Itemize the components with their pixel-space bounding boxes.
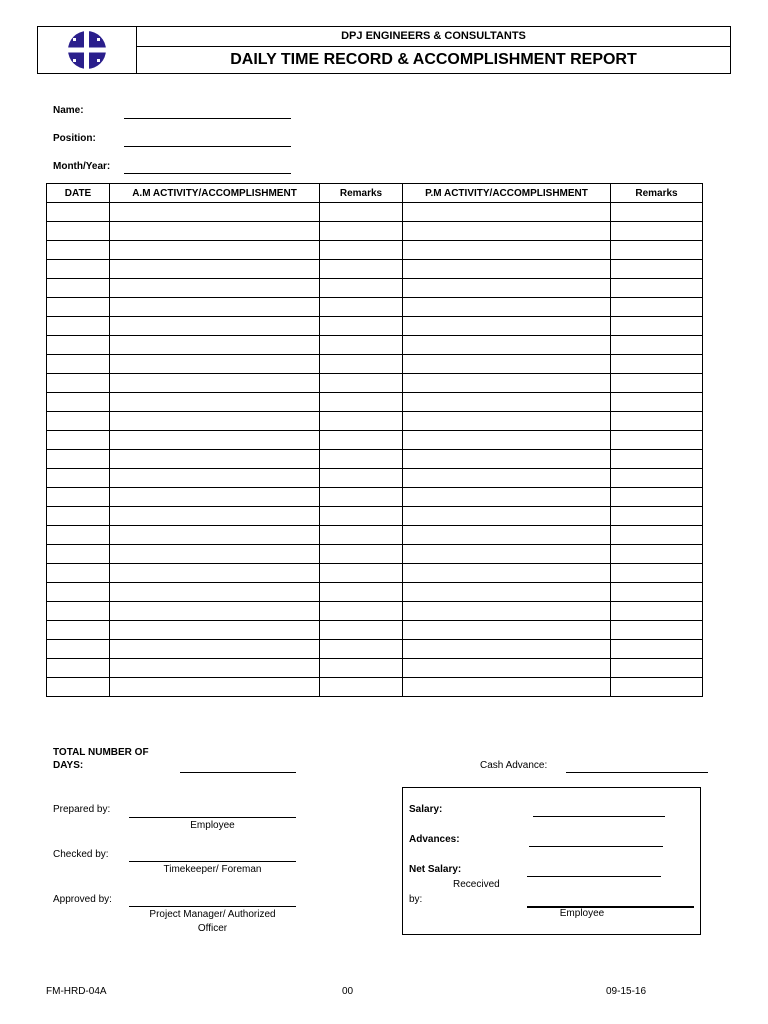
table-row bbox=[47, 317, 703, 336]
table-cell[interactable] bbox=[110, 526, 320, 545]
table-cell[interactable] bbox=[47, 545, 110, 564]
table-cell[interactable] bbox=[611, 583, 703, 602]
table-cell[interactable] bbox=[110, 507, 320, 526]
table-cell[interactable] bbox=[403, 317, 611, 336]
table-cell[interactable] bbox=[110, 222, 320, 241]
table-row bbox=[47, 222, 703, 241]
approved-by-label: Approved by: bbox=[53, 894, 112, 905]
table-cell[interactable] bbox=[611, 298, 703, 317]
table-cell[interactable] bbox=[611, 431, 703, 450]
revision-number: 00 bbox=[342, 986, 354, 997]
table-row bbox=[47, 393, 703, 412]
table-cell[interactable] bbox=[320, 241, 403, 260]
form-date: 09-15-16 bbox=[606, 986, 647, 997]
table-cell[interactable] bbox=[403, 336, 611, 355]
table-cell[interactable] bbox=[403, 469, 611, 488]
table-cell[interactable] bbox=[611, 564, 703, 583]
company-logo-icon bbox=[64, 30, 110, 70]
table-row bbox=[47, 507, 703, 526]
table-cell[interactable] bbox=[403, 526, 611, 545]
net-salary-label: Net Salary: bbox=[409, 864, 462, 875]
table-row bbox=[47, 659, 703, 678]
report-title: DAILY TIME RECORD & ACCOMPLISHMENT REPORT bbox=[230, 51, 637, 68]
table-cell[interactable] bbox=[611, 336, 703, 355]
table-cell[interactable] bbox=[320, 374, 403, 393]
table-cell[interactable] bbox=[110, 583, 320, 602]
table-cell[interactable] bbox=[320, 507, 403, 526]
received-role: Employee bbox=[559, 908, 605, 919]
table-cell[interactable] bbox=[47, 393, 110, 412]
table-cell[interactable] bbox=[110, 260, 320, 279]
total-days-label: TOTAL NUMBER OF DAYS: bbox=[53, 747, 149, 771]
table-cell[interactable] bbox=[47, 507, 110, 526]
table-cell[interactable] bbox=[611, 393, 703, 412]
approved-by-signature-line[interactable] bbox=[129, 906, 296, 907]
table-cell[interactable] bbox=[47, 317, 110, 336]
advances-field[interactable] bbox=[529, 846, 663, 847]
salary-label: Salary: bbox=[409, 804, 443, 815]
position-field[interactable] bbox=[124, 146, 291, 147]
table-cell[interactable] bbox=[611, 260, 703, 279]
table-cell[interactable] bbox=[320, 545, 403, 564]
table-cell[interactable] bbox=[403, 260, 611, 279]
checked-role: Timekeeper/ Foreman bbox=[163, 864, 262, 875]
table-cell[interactable] bbox=[611, 621, 703, 640]
cash-advance-field[interactable] bbox=[566, 772, 708, 773]
table-cell[interactable] bbox=[403, 640, 611, 659]
table-cell[interactable] bbox=[320, 583, 403, 602]
table-cell[interactable] bbox=[110, 412, 320, 431]
col-am-activity: A.M ACTIVITY/ACCOMPLISHMENT bbox=[110, 184, 320, 203]
table-cell[interactable] bbox=[403, 298, 611, 317]
table-row bbox=[47, 260, 703, 279]
table-cell[interactable] bbox=[47, 602, 110, 621]
table-cell[interactable] bbox=[320, 431, 403, 450]
table-cell[interactable] bbox=[47, 355, 110, 374]
table-cell[interactable] bbox=[403, 450, 611, 469]
table-cell[interactable] bbox=[47, 564, 110, 583]
table-cell[interactable] bbox=[320, 564, 403, 583]
table-row bbox=[47, 241, 703, 260]
table-cell[interactable] bbox=[47, 678, 110, 697]
table-cell[interactable] bbox=[611, 659, 703, 678]
table-row bbox=[47, 298, 703, 317]
table-cell[interactable] bbox=[403, 488, 611, 507]
table-cell[interactable] bbox=[320, 393, 403, 412]
table-row bbox=[47, 678, 703, 697]
table-cell[interactable] bbox=[320, 450, 403, 469]
table-cell[interactable] bbox=[47, 336, 110, 355]
table-row bbox=[47, 412, 703, 431]
table-row bbox=[47, 279, 703, 298]
net-salary-field[interactable] bbox=[527, 876, 661, 877]
table-row bbox=[47, 469, 703, 488]
table-row bbox=[47, 526, 703, 545]
prepared-role: Employee bbox=[190, 820, 235, 831]
table-cell[interactable] bbox=[110, 488, 320, 507]
prepared-by-label: Prepared by: bbox=[53, 804, 111, 815]
prepared-by-signature-line[interactable] bbox=[129, 817, 296, 818]
table-row bbox=[47, 374, 703, 393]
table-cell[interactable] bbox=[611, 545, 703, 564]
table-cell[interactable] bbox=[47, 450, 110, 469]
table-cell[interactable] bbox=[110, 545, 320, 564]
table-cell[interactable] bbox=[110, 355, 320, 374]
received-label-line2: by: bbox=[409, 894, 423, 905]
table-cell[interactable] bbox=[110, 374, 320, 393]
table-cell[interactable] bbox=[110, 469, 320, 488]
table-cell[interactable] bbox=[320, 621, 403, 640]
table-cell[interactable] bbox=[320, 336, 403, 355]
table-cell[interactable] bbox=[403, 355, 611, 374]
table-cell[interactable] bbox=[320, 279, 403, 298]
table-row bbox=[47, 336, 703, 355]
month-year-label: Month/Year: bbox=[53, 161, 111, 172]
table-cell[interactable] bbox=[320, 317, 403, 336]
table-cell[interactable] bbox=[110, 621, 320, 640]
position-label: Position: bbox=[53, 133, 96, 144]
form-code: FM-HRD-04A bbox=[46, 986, 107, 997]
table-cell[interactable] bbox=[403, 203, 611, 222]
table-cell[interactable] bbox=[110, 336, 320, 355]
table-cell[interactable] bbox=[320, 412, 403, 431]
approved-role: Project Manager/ Authorized Officer bbox=[149, 909, 276, 934]
salary-field[interactable] bbox=[533, 816, 665, 817]
table-row bbox=[47, 640, 703, 659]
document-header bbox=[37, 26, 731, 74]
table-row bbox=[47, 621, 703, 640]
table-row bbox=[47, 450, 703, 469]
table-cell[interactable] bbox=[403, 621, 611, 640]
table-cell[interactable] bbox=[611, 374, 703, 393]
table-cell[interactable] bbox=[110, 602, 320, 621]
table-cell[interactable] bbox=[320, 222, 403, 241]
table-cell[interactable] bbox=[47, 260, 110, 279]
cash-advance-label: Cash Advance: bbox=[480, 760, 548, 771]
table-cell[interactable] bbox=[403, 545, 611, 564]
table-cell[interactable] bbox=[403, 602, 611, 621]
table-cell[interactable] bbox=[403, 374, 611, 393]
checked-by-signature-line[interactable] bbox=[129, 861, 296, 862]
table-cell[interactable] bbox=[611, 450, 703, 469]
table-header-row bbox=[47, 184, 703, 203]
table-cell[interactable] bbox=[110, 640, 320, 659]
table-cell[interactable] bbox=[47, 469, 110, 488]
table-cell[interactable] bbox=[110, 659, 320, 678]
table-cell[interactable] bbox=[320, 488, 403, 507]
table-cell[interactable] bbox=[320, 602, 403, 621]
table-cell[interactable] bbox=[403, 507, 611, 526]
table-cell[interactable] bbox=[611, 203, 703, 222]
name-field[interactable] bbox=[124, 118, 291, 119]
table-cell[interactable] bbox=[110, 431, 320, 450]
salary-box bbox=[402, 787, 701, 935]
table-row bbox=[47, 488, 703, 507]
table-cell[interactable] bbox=[47, 203, 110, 222]
table-cell[interactable] bbox=[611, 317, 703, 336]
table-cell[interactable] bbox=[47, 488, 110, 507]
checked-by-label: Checked by: bbox=[53, 849, 109, 860]
table-cell[interactable] bbox=[611, 602, 703, 621]
table-cell[interactable] bbox=[320, 678, 403, 697]
table-cell[interactable] bbox=[47, 526, 110, 545]
table-cell[interactable] bbox=[611, 222, 703, 241]
table-cell[interactable] bbox=[320, 526, 403, 545]
table-cell[interactable] bbox=[611, 412, 703, 431]
col-am-remarks: Remarks bbox=[320, 184, 403, 203]
table-row bbox=[47, 583, 703, 602]
table-cell[interactable] bbox=[320, 203, 403, 222]
table-cell[interactable] bbox=[611, 507, 703, 526]
table-cell[interactable] bbox=[47, 659, 110, 678]
activity-table bbox=[46, 183, 703, 697]
table-row bbox=[47, 564, 703, 583]
col-date: DATE bbox=[47, 184, 110, 203]
table-cell[interactable] bbox=[47, 222, 110, 241]
table-cell[interactable] bbox=[611, 640, 703, 659]
logo-cell bbox=[38, 27, 137, 73]
table-cell[interactable] bbox=[320, 260, 403, 279]
advances-label: Advances: bbox=[409, 834, 460, 845]
table-row bbox=[47, 203, 703, 222]
name-label: Name: bbox=[53, 105, 84, 116]
table-cell[interactable] bbox=[611, 488, 703, 507]
table-cell[interactable] bbox=[110, 241, 320, 260]
table-cell[interactable] bbox=[611, 526, 703, 545]
table-cell[interactable] bbox=[611, 241, 703, 260]
table-cell[interactable] bbox=[320, 469, 403, 488]
table-cell[interactable] bbox=[47, 241, 110, 260]
table-cell[interactable] bbox=[320, 640, 403, 659]
table-cell[interactable] bbox=[611, 469, 703, 488]
table-cell[interactable] bbox=[110, 564, 320, 583]
table-cell[interactable] bbox=[110, 450, 320, 469]
table-cell[interactable] bbox=[47, 412, 110, 431]
table-cell[interactable] bbox=[320, 355, 403, 374]
table-cell[interactable] bbox=[403, 241, 611, 260]
table-cell[interactable] bbox=[47, 298, 110, 317]
table-row bbox=[47, 431, 703, 450]
total-days-field[interactable] bbox=[180, 772, 296, 773]
table-cell[interactable] bbox=[611, 279, 703, 298]
table-cell[interactable] bbox=[320, 298, 403, 317]
table-cell[interactable] bbox=[403, 564, 611, 583]
table-cell[interactable] bbox=[403, 412, 611, 431]
table-cell[interactable] bbox=[110, 298, 320, 317]
table-cell[interactable] bbox=[611, 355, 703, 374]
table-cell[interactable] bbox=[110, 203, 320, 222]
table-cell[interactable] bbox=[403, 279, 611, 298]
table-cell[interactable] bbox=[47, 640, 110, 659]
company-name: DPJ ENGINEERS & CONSULTANTS bbox=[137, 27, 730, 47]
table-cell[interactable] bbox=[403, 393, 611, 412]
table-cell[interactable] bbox=[47, 279, 110, 298]
table-cell[interactable] bbox=[47, 431, 110, 450]
received-label-line1: Rececived bbox=[453, 879, 500, 890]
table-row bbox=[47, 545, 703, 564]
table-cell[interactable] bbox=[47, 374, 110, 393]
table-row bbox=[47, 602, 703, 621]
table-cell[interactable] bbox=[320, 659, 403, 678]
table-cell[interactable] bbox=[403, 659, 611, 678]
table-cell[interactable] bbox=[403, 222, 611, 241]
table-cell[interactable] bbox=[110, 393, 320, 412]
table-cell[interactable] bbox=[47, 583, 110, 602]
table-cell[interactable] bbox=[47, 621, 110, 640]
table-cell[interactable] bbox=[403, 583, 611, 602]
table-cell[interactable] bbox=[403, 431, 611, 450]
table-cell[interactable] bbox=[110, 317, 320, 336]
col-pm-activity: P.M ACTIVITY/ACCOMPLISHMENT bbox=[403, 184, 611, 203]
table-cell[interactable] bbox=[110, 279, 320, 298]
month-year-field[interactable] bbox=[124, 173, 291, 174]
table-cell[interactable] bbox=[611, 678, 703, 697]
table-cell[interactable] bbox=[403, 678, 611, 697]
table-row bbox=[47, 355, 703, 374]
table-cell[interactable] bbox=[110, 678, 320, 697]
col-pm-remarks: Remarks bbox=[611, 184, 703, 203]
